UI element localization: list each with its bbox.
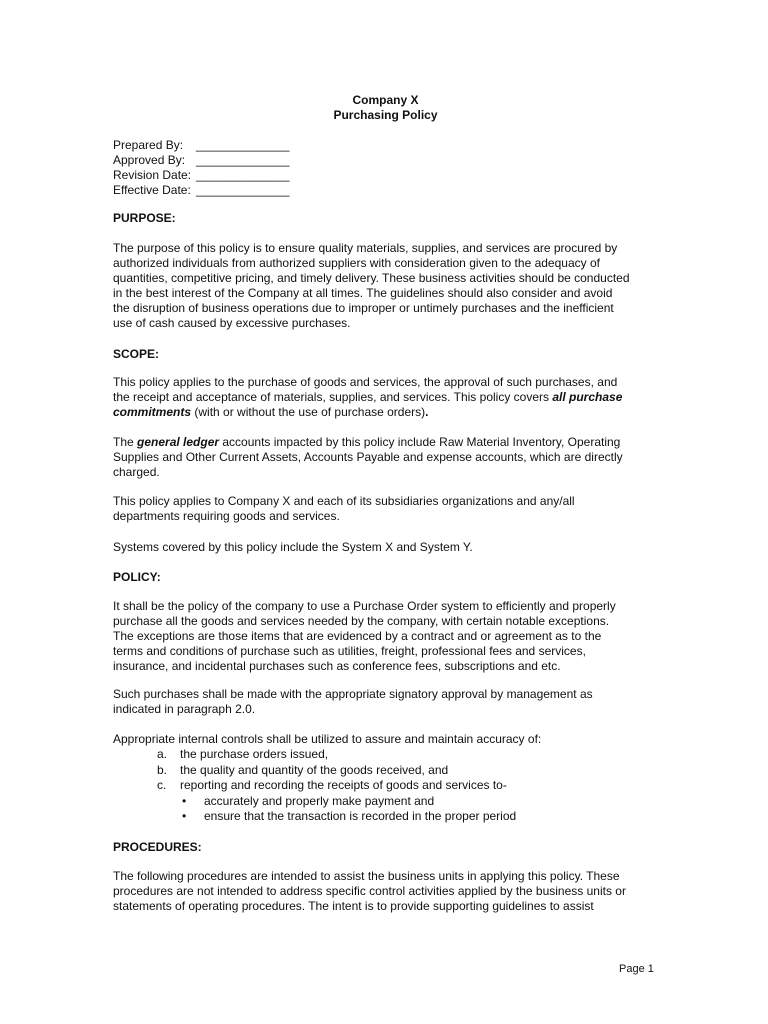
text-line: The following procedures are intended to assist the business units in applying this policy. These bbox=[113, 869, 620, 883]
policy-paragraph-3 bbox=[113, 732, 658, 747]
text-line: insurance, and incidental purchases such as conference fees, subscriptions and etc. bbox=[113, 659, 561, 673]
meta-row-approved bbox=[113, 153, 289, 168]
text-line: Systems covered by this policy include the System X and System Y. bbox=[113, 540, 473, 554]
meta-row-effective bbox=[113, 183, 289, 198]
scope-heading: SCOPE: bbox=[113, 347, 160, 361]
meta-row-prepared bbox=[113, 138, 289, 153]
text-line: in the best interest of the Company at all times. The guidelines should also consider and avoid bbox=[113, 286, 613, 300]
meta-label: Approved By: bbox=[113, 153, 186, 167]
procedures-paragraph bbox=[113, 869, 658, 914]
emphasis-text: all purchase bbox=[552, 390, 623, 404]
meta-value: ______________ bbox=[196, 168, 290, 182]
bullet-text: accurately and properly make payment and bbox=[204, 793, 435, 808]
bullet-icon: • bbox=[182, 809, 187, 823]
text-line: purchase all the goods and services needed by the company, with certain notable exceptions. bbox=[113, 614, 610, 628]
meta-label: Effective Date: bbox=[113, 183, 191, 197]
text-line bbox=[113, 405, 658, 420]
bullet-icon: • bbox=[182, 793, 187, 808]
scope-paragraph-2 bbox=[113, 435, 658, 480]
text-line: the disruption of business operations due to improper or untimely purchases and the inefficient bbox=[113, 301, 614, 315]
text-span: The bbox=[113, 435, 138, 449]
text-line: procedures are not intended to address specific control activities applied by the business units or bbox=[113, 884, 626, 898]
document-title: Purchasing Policy bbox=[333, 108, 438, 122]
text-span: accounts impacted by this policy include Raw Material Inventory, Operating bbox=[219, 435, 621, 449]
meta-label: Revision Date: bbox=[113, 168, 192, 182]
text-span: . bbox=[425, 405, 429, 419]
text-line: charged. bbox=[113, 465, 160, 479]
company-name: Company X bbox=[352, 93, 419, 107]
purpose-heading: PURPOSE: bbox=[113, 211, 176, 225]
policy-paragraph-2 bbox=[113, 687, 658, 717]
text-line: This policy applies to the purchase of goods and services, the approval of such purchases, and bbox=[113, 375, 618, 389]
list-marker: b. bbox=[157, 762, 168, 777]
text-line: Appropriate internal controls shall be utilized to assure and maintain accuracy of: bbox=[113, 732, 542, 746]
emphasis-text: general ledger bbox=[137, 435, 220, 449]
meta-value: ______________ bbox=[196, 183, 290, 197]
text-span: (with or without the use of purchase orders) bbox=[191, 405, 426, 419]
meta-value: ______________ bbox=[196, 138, 290, 152]
list-marker: c. bbox=[157, 778, 167, 792]
list-item-text: the purchase orders issued, bbox=[180, 747, 329, 761]
procedures-heading: PROCEDURES: bbox=[113, 840, 202, 854]
text-line: This policy applies to Company X and each of its subsidiaries organizations and any/all bbox=[113, 494, 575, 508]
text-line bbox=[113, 435, 658, 450]
text-line: statements of operating procedures. The intent is to provide supporting guidelines to assist bbox=[113, 899, 594, 913]
text-line: quantities, competitive pricing, and timely delivery. These business activities should be conducted bbox=[113, 271, 630, 285]
text-line: Such purchases shall be made with the appropriate signatory approval by management as bbox=[113, 687, 593, 701]
scope-paragraph-1 bbox=[113, 375, 658, 420]
policy-heading: POLICY: bbox=[113, 570, 161, 584]
text-line: use of cash caused by excessive purchases. bbox=[113, 316, 351, 330]
list-marker: a. bbox=[157, 747, 168, 761]
text-span: the receipt and acceptance of materials, supplies, and services. This policy covers bbox=[113, 390, 553, 404]
scope-paragraph-3 bbox=[113, 494, 658, 524]
text-line: authorized individuals from authorized suppliers with consideration given to the adequacy of bbox=[113, 256, 600, 270]
emphasis-text: commitments bbox=[113, 405, 192, 419]
text-line: The exceptions are those items that are evidenced by a contract and or agreement as to the bbox=[113, 629, 602, 643]
purpose-paragraph bbox=[113, 241, 658, 331]
bullet-text: ensure that the transaction is recorded in the proper period bbox=[204, 809, 517, 823]
meta-row-revision bbox=[113, 168, 289, 183]
document-meta bbox=[113, 138, 289, 198]
text-line: It shall be the policy of the company to use a Purchase Order system to efficiently and properly bbox=[113, 599, 616, 613]
text-line bbox=[113, 390, 658, 405]
text-line: The purpose of this policy is to ensure quality materials, supplies, and services are procured by bbox=[113, 241, 618, 255]
policy-paragraph-1 bbox=[113, 599, 658, 674]
text-line: terms and conditions of purchase such as utilities, freight, professional fees and services, bbox=[113, 644, 586, 658]
text-line: departments requiring goods and services. bbox=[113, 509, 340, 523]
list-item-text: reporting and recording the receipts of goods and services to- bbox=[180, 778, 507, 792]
text-line: Supplies and Other Current Assets, Accounts Payable and expense accounts, which are directly bbox=[113, 450, 623, 464]
meta-label: Prepared By: bbox=[113, 138, 184, 152]
text-line: indicated in paragraph 2.0. bbox=[113, 702, 256, 716]
list-item-text: the quality and quantity of the goods received, and bbox=[180, 762, 449, 777]
scope-paragraph-4 bbox=[113, 540, 658, 555]
meta-value: ______________ bbox=[196, 153, 290, 167]
page-number: Page 1 bbox=[619, 963, 654, 975]
